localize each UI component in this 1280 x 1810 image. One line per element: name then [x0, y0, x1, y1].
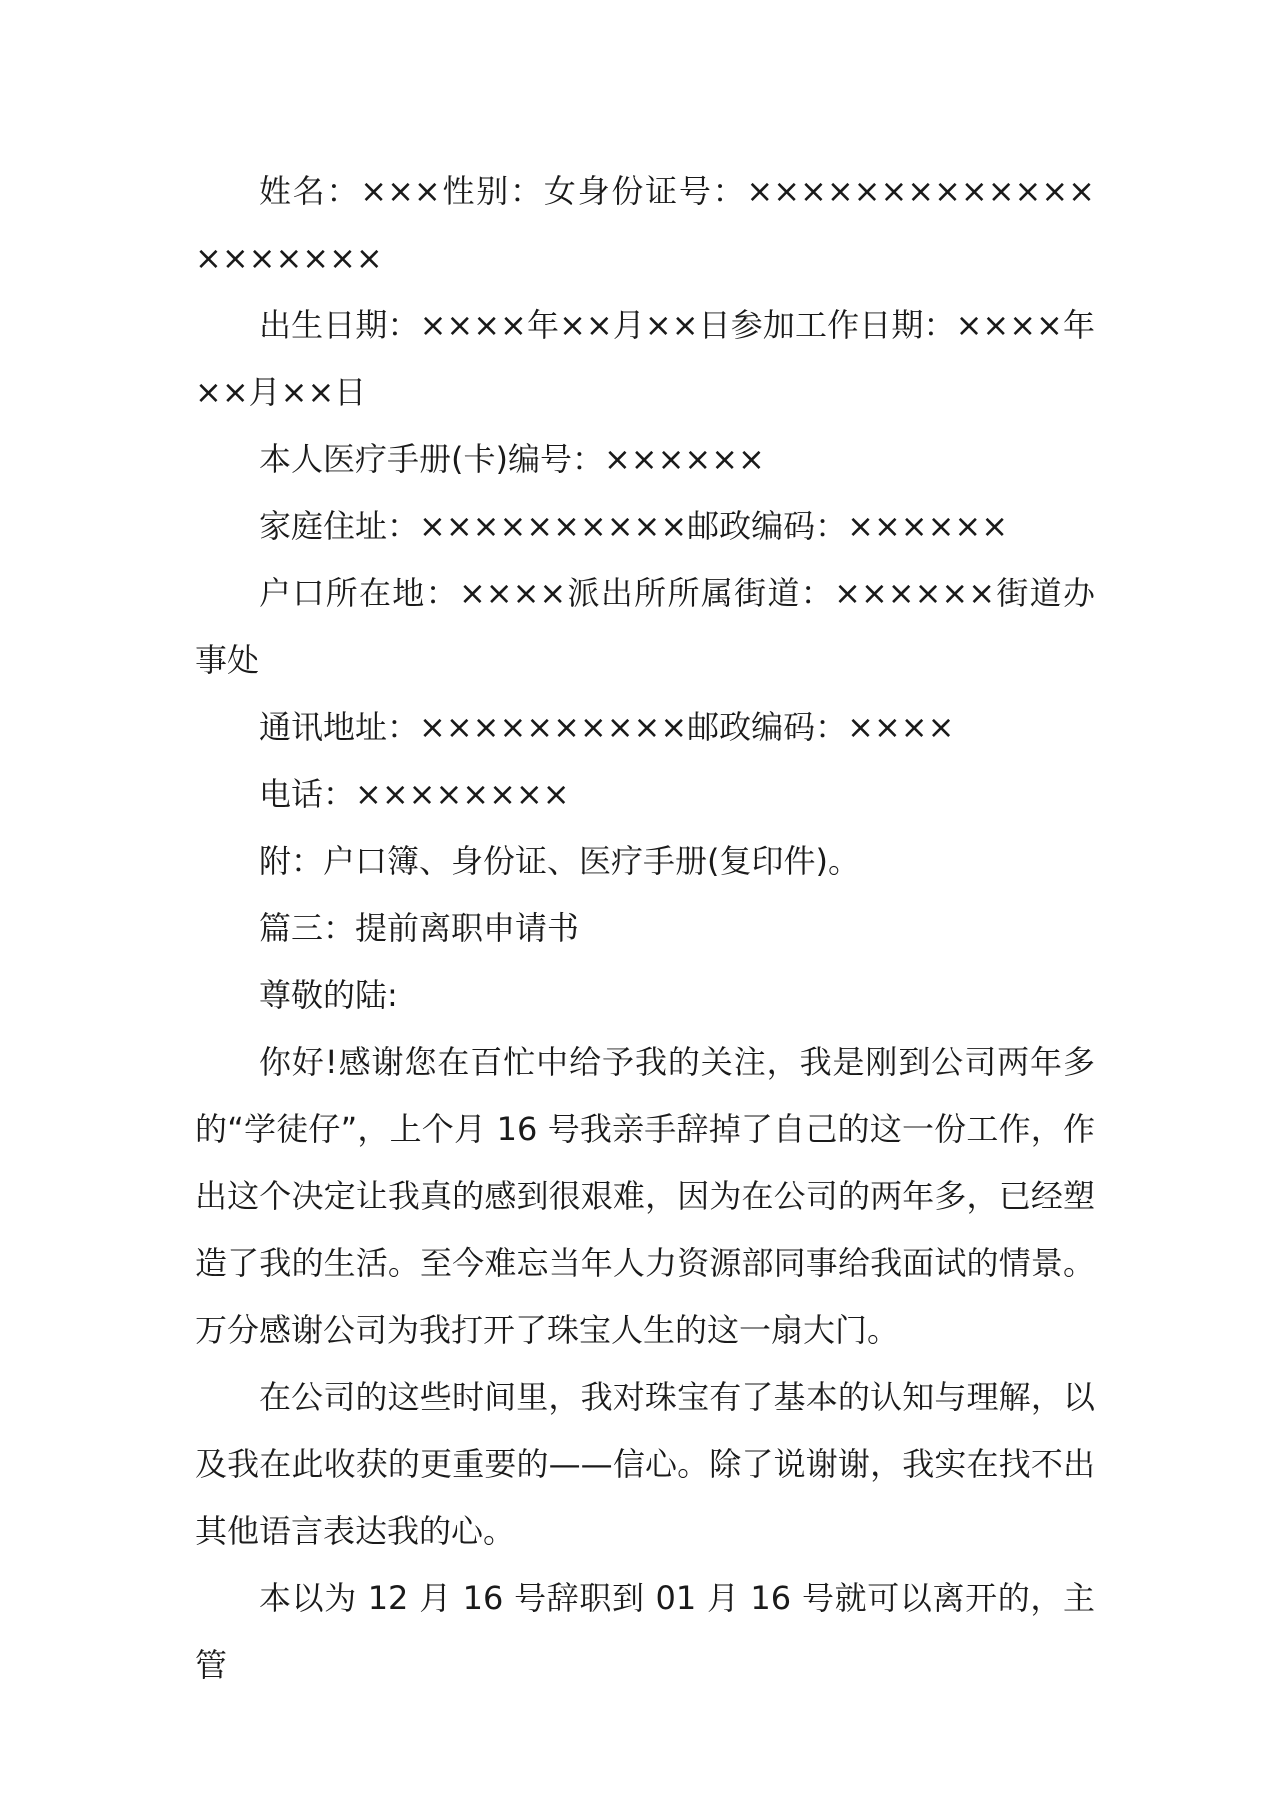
paragraph-birth-date: 出生日期：××××年××月××日参加工作日期：××××年××月××日 — [195, 306, 1095, 411]
paragraph-body-2: 在公司的这些时间里，我对珠宝有了基本的认知与理解，以及我在此收获的更重要的——信心。除了说谢谢，我实在找不出其他语言表达我的心。 — [195, 1378, 1095, 1550]
paragraph-phone: 电话：×××××××× — [259, 775, 570, 813]
salutation: 尊敬的陆: — [259, 976, 398, 1014]
paragraph-medical-card: 本人医疗手册(卡)编号：×××××× — [259, 440, 765, 478]
paragraph-body-1: 你好!感谢您在百忙中给予我的关注，我是刚到公司两年多的“学徒仔”，上个月 16 号我亲手辞掉了自己的这一份工作，作出这个决定让我真的感到很艰难，因为在公司的两年多，已经塑造了我的生活。至今难忘当年人力资源部同事给我面试的情景。万分感谢公司为我打开了珠宝人生的这一扇大门。 — [195, 1043, 1095, 1349]
paragraph-mailing-address: 通讯地址：××××××××××邮政编码：×××× — [259, 708, 955, 746]
paragraph-home-address: 家庭住址：××××××××××邮政编码：×××××× — [259, 507, 1009, 545]
paragraph-attachments: 附：户口簿、身份证、医疗手册(复印件)。 — [259, 842, 860, 880]
document-body — [195, 158, 1095, 1699]
section-title: 篇三：提前离职申请书 — [259, 909, 580, 947]
paragraph-body-3: 本以为 12 月 16 号辞职到 01 月 16 号就可以离开的，主管 — [195, 1579, 1095, 1684]
paragraph-personal-info: 姓名：×××性别：女身份证号：×××××××××××××××××××× — [195, 172, 1095, 277]
paragraph-household-registration: 户口所在地：××××派出所所属街道：××××××街道办事处 — [195, 574, 1095, 679]
